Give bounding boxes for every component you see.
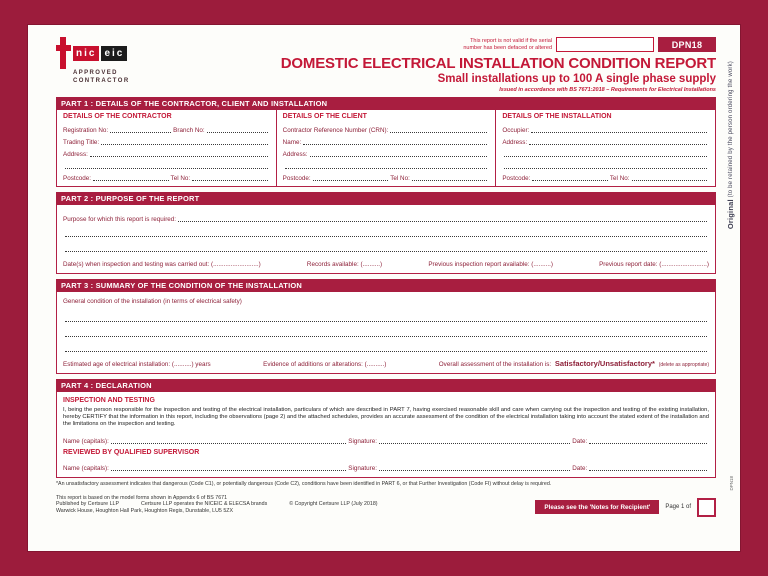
logo-approved-line: APPROVED <box>73 70 118 76</box>
registration-no-label: Registration No: <box>63 127 109 134</box>
form-code-badge: DPN18 <box>658 37 716 52</box>
branch-no-field[interactable] <box>207 124 268 133</box>
general-condition-field[interactable] <box>65 313 707 322</box>
serial-validity-note <box>463 38 552 51</box>
part2-box <box>56 205 716 274</box>
crn-field[interactable] <box>390 124 487 133</box>
crn-label: Contractor Reference Number (CRN): <box>282 127 389 134</box>
field-row <box>63 170 270 182</box>
purpose-row <box>63 208 709 223</box>
installation-address-field-3[interactable] <box>504 160 707 169</box>
publisher-row <box>56 501 378 508</box>
form-content <box>28 25 740 551</box>
overall-assessment-group <box>439 359 709 368</box>
inspection-testing-subheading: INSPECTION AND TESTING <box>63 397 155 404</box>
general-condition-line <box>63 308 709 323</box>
logo-contractor-line: CONTRACTOR <box>73 77 130 84</box>
purpose-field-2[interactable] <box>65 228 707 237</box>
inspector-name-label: Name (capitals): <box>63 437 109 445</box>
field-row <box>502 158 709 170</box>
evidence-alterations-field[interactable]: Evidence of additions or alterations: (..........) <box>263 361 387 368</box>
client-name-label: Name: <box>282 139 302 146</box>
niceic-cross-icon <box>56 37 71 69</box>
approved-contractor-label <box>73 70 186 85</box>
installation-postcode-label: Postcode: <box>502 175 531 182</box>
inspector-signature-label: Signature: <box>348 437 377 445</box>
published-by-label: Published by Certsure LLP <box>56 501 120 508</box>
supervisor-date-label: Date: <box>572 464 588 472</box>
inspector-name-field[interactable] <box>111 435 346 444</box>
general-condition-line-3 <box>63 338 709 353</box>
purpose-label: Purpose for which this report is required: <box>63 216 177 223</box>
page-subtitle: Small installations up to 100 A single phase supply <box>437 73 716 85</box>
declaration-paragraph: I, being the person responsible for the inspection and testing of the electrical installation, particulars of which are described in PART 7, having exercised reasonable skill and care when carrying out the inspection and testing of the existing installation, hereby CERTIFY that the information in this report, including the observations (page 2) and the attached schedules, provides an accurate assessment of the condition of the electrical installation taking into account the stated extent of the installation and the limitations on the inspection and testing. <box>63 407 709 428</box>
installation-tel-label: Tel No: <box>609 175 630 182</box>
field-row <box>63 146 270 158</box>
copy-designation-bold: Original <box>726 199 735 230</box>
client-name-field[interactable] <box>303 136 487 145</box>
field-row <box>283 170 490 182</box>
part3-section <box>56 279 716 374</box>
contractor-tel-label: Tel No: <box>170 175 191 182</box>
client-address-label: Address: <box>282 151 308 158</box>
client-tel-field[interactable] <box>412 172 488 181</box>
page-count-field[interactable] <box>697 498 716 517</box>
niceic-logo-marks <box>56 40 186 66</box>
serial-note-line2: number has been defaced or altered <box>463 44 552 51</box>
niceic-logo-eic: eic <box>101 46 127 61</box>
previous-report-date-field[interactable]: Previous report date: (..........................) <box>599 261 709 268</box>
serial-note-line1: This report is not valid if the serial <box>470 38 552 44</box>
part2-header-bar: PART 2 : PURPOSE OF THE REPORT <box>56 192 716 205</box>
purpose-row-2 <box>63 223 709 238</box>
client-postcode-label: Postcode: <box>282 175 311 182</box>
contractor-address-field[interactable] <box>90 148 268 157</box>
installation-column <box>495 110 715 186</box>
footer-right <box>535 495 716 517</box>
contractor-postcode-field[interactable] <box>93 172 169 181</box>
branch-no-label: Branch No: <box>173 127 205 134</box>
general-condition-row <box>63 295 709 308</box>
model-forms-note: This report is based on the model forms shown in Appendix 6 of BS 7671 <box>56 494 228 501</box>
side-form-code: DPN18 <box>729 476 734 491</box>
purpose-field[interactable] <box>178 213 707 222</box>
records-available-field[interactable]: Records available: (..........) <box>306 261 383 268</box>
occupier-field[interactable] <box>531 124 707 133</box>
supervisor-signature-row <box>63 459 709 472</box>
client-address-field-2[interactable] <box>285 160 488 169</box>
overall-assessment-label: Overall assessment of the installation is: <box>438 361 552 368</box>
page-title: DOMESTIC ELECTRICAL INSTALLATION CONDITION REPORT <box>280 55 716 72</box>
inspection-dates-row <box>63 253 709 268</box>
contractor-column-title: DETAILS OF THE CONTRACTOR <box>63 113 172 120</box>
supervisor-name-field[interactable] <box>111 462 346 471</box>
general-condition-label: General condition of the installation (in terms of electrical safety) <box>63 298 242 305</box>
unsatisfactory-footnote: *An unsatisfactory assessment indicates that dangerous (Code C1), or potentially dangerous (Code C2), conditions have been identified in PART 6, or that Further Investigation (Code FI) without delay is required. <box>56 480 552 487</box>
part1-section <box>56 97 716 187</box>
general-condition-line-2 <box>63 323 709 338</box>
previous-report-available-field[interactable]: Previous inspection report available: (..........) <box>428 261 553 268</box>
supervisor-name-label: Name (capitals): <box>63 464 109 472</box>
registration-no-field[interactable] <box>110 124 171 133</box>
page-number-label: Page 1 of <box>665 504 691 511</box>
qualified-supervisor-subheading: REVIEWED BY QUALIFIED SUPERVISOR <box>63 448 200 456</box>
estimated-age-field[interactable]: Estimated age of electrical installation: (..........) years <box>63 361 211 368</box>
part2-section <box>56 192 716 274</box>
part4-header-bar: PART 4 : DECLARATION <box>56 379 716 392</box>
trading-title-field[interactable] <box>101 136 268 145</box>
contractor-column <box>57 110 276 186</box>
inspector-signature-row <box>63 432 709 445</box>
field-row <box>283 158 490 170</box>
publisher-address: Warwick House, Houghton Hall Park, Houghton Regis, Dunstable, LU5 5ZX <box>56 508 234 515</box>
installation-address-label: Address: <box>502 139 528 146</box>
client-postcode-field[interactable] <box>313 172 389 181</box>
client-column-title: DETAILS OF THE CLIENT <box>282 113 367 120</box>
field-row <box>283 134 490 146</box>
inspector-signature-field[interactable] <box>379 435 570 444</box>
part3-box <box>56 292 716 374</box>
purpose-row-3 <box>63 238 709 253</box>
occupier-label: Occupier: <box>502 127 530 134</box>
field-row <box>502 134 709 146</box>
trading-title-label: Trading Title: <box>63 139 100 146</box>
field-row <box>502 122 709 134</box>
client-address-field[interactable] <box>310 148 488 157</box>
publisher-info <box>56 495 378 515</box>
inspector-date-label: Date: <box>572 437 588 445</box>
field-row <box>63 134 270 146</box>
field-row <box>502 170 709 182</box>
serial-number-field[interactable] <box>556 37 654 52</box>
supervisor-date-field[interactable] <box>589 462 707 471</box>
contractor-tel-field[interactable] <box>192 172 268 181</box>
client-column <box>276 110 496 186</box>
copy-designation-rest: (to be retained by the person ordering the work) <box>728 61 734 200</box>
contractor-postcode-label: Postcode: <box>63 175 92 182</box>
issued-note: Issued in accordance with BS 7671:2018 – Requirements for Electrical Installations <box>499 87 716 93</box>
field-row <box>502 146 709 158</box>
niceic-logo-nic: nic <box>73 46 99 61</box>
installation-address-field[interactable] <box>529 136 707 145</box>
part1-box <box>56 110 716 187</box>
copy-designation-note <box>726 61 735 229</box>
general-condition-field-3[interactable] <box>65 343 707 352</box>
inspector-date-field[interactable] <box>589 435 707 444</box>
client-tel-label: Tel No: <box>390 175 410 182</box>
form-page <box>28 25 740 551</box>
contractor-address-field-2[interactable] <box>65 160 268 169</box>
contractor-address-label: Address: <box>63 151 88 158</box>
form-header <box>56 35 716 95</box>
part1-header-bar: PART 1 : DETAILS OF THE CONTRACTOR, CLIENT AND INSTALLATION <box>56 97 716 110</box>
supervisor-signature-field[interactable] <box>379 462 570 471</box>
supervisor-signature-label: Signature: <box>348 464 377 472</box>
brands-label: Certsure LLP operates the NICEIC & ELECSA brands <box>141 501 268 508</box>
header-right <box>280 35 716 94</box>
part4-box <box>56 392 716 478</box>
field-row <box>283 146 490 158</box>
installation-tel-field[interactable] <box>632 172 708 181</box>
copyright-label: © Copyright Certsure LLP (July 2018) <box>289 501 378 508</box>
inspection-date-field[interactable]: Date(s) when inspection and testing was carried out: (..........................) <box>63 261 261 268</box>
installation-postcode-field[interactable] <box>532 172 608 181</box>
purpose-field-3[interactable] <box>65 243 707 252</box>
niceic-logo <box>56 35 186 85</box>
form-footer <box>56 495 716 517</box>
satisfactory-unsatisfactory-choice[interactable]: Satisfactory/Unsatisfactory* <box>554 359 655 368</box>
part4-section <box>56 379 716 478</box>
field-row <box>63 158 270 170</box>
notes-for-recipient-badge: Please see the 'Notes for Recipient' <box>535 500 659 514</box>
assessment-row <box>63 353 709 368</box>
field-row <box>63 122 270 134</box>
serial-row <box>463 37 716 52</box>
general-condition-field-2[interactable] <box>65 328 707 337</box>
installation-column-title: DETAILS OF THE INSTALLATION <box>502 113 612 120</box>
delete-as-appropriate-note: (delete as appropriate) <box>658 362 709 368</box>
field-row <box>283 122 490 134</box>
part3-header-bar: PART 3 : SUMMARY OF THE CONDITION OF THE INSTALLATION <box>56 279 716 292</box>
installation-address-field-2[interactable] <box>504 148 707 157</box>
